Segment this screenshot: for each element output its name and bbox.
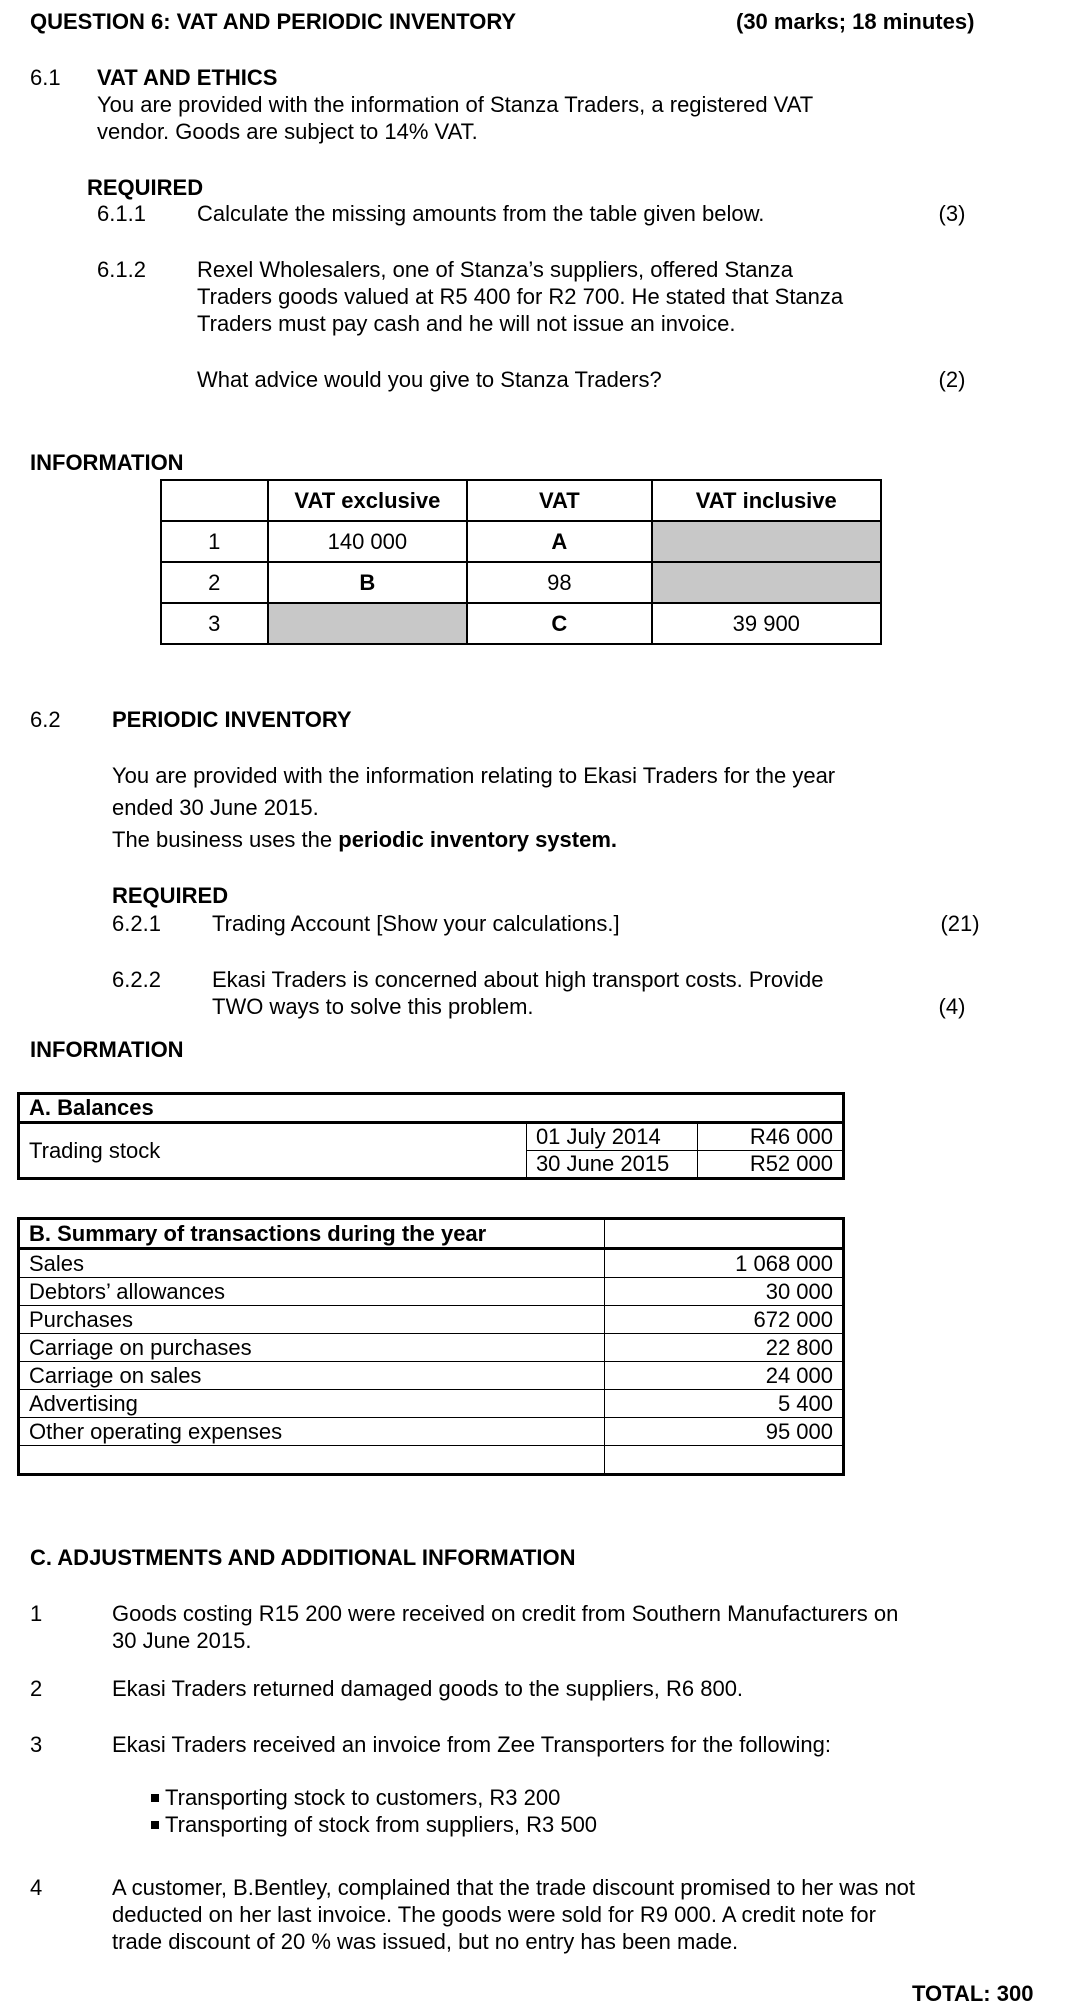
table-row [19, 1094, 844, 1123]
question-number: 6.2.1 [112, 911, 161, 936]
question-text: What advice would you give to Stanza Traders? [197, 367, 662, 392]
table-cell [604, 1446, 843, 1475]
table-row [161, 603, 881, 644]
question-number: 6.1.1 [97, 201, 146, 226]
table-header: VAT [467, 480, 651, 521]
table-cell: 98 [467, 562, 651, 603]
table-cell: Advertising [19, 1390, 605, 1418]
table-row [19, 1390, 844, 1418]
table-cell: R46 000 [698, 1123, 844, 1151]
required-label: REQUIRED [87, 175, 204, 200]
table-cell: Trading stock [19, 1123, 527, 1179]
table-cell: Other operating expenses [19, 1418, 605, 1446]
question-marks: (2) [938, 367, 966, 392]
table-cell: 3 [161, 603, 268, 644]
table-header: VAT inclusive [652, 480, 881, 521]
shaded-cell [652, 521, 881, 562]
table-cell: 30 000 [604, 1278, 843, 1306]
item-number: 1 [30, 1601, 43, 1626]
question-text: Rexel Wholesalers, one of Stanza’s suppliers, offered Stanza [197, 257, 793, 282]
information-label: INFORMATION [30, 1037, 184, 1062]
intro-line: ended 30 June 2015. [112, 795, 319, 820]
question-text: Calculate the missing amounts from the table given below. [197, 201, 765, 226]
section-title: VAT AND ETHICS [97, 65, 278, 90]
bullet-text: Transporting of stock from suppliers, R3 500 [165, 1812, 598, 1837]
table-row [19, 1278, 844, 1306]
table-cell [604, 1219, 843, 1249]
table-row [19, 1123, 844, 1151]
table-cell: Purchases [19, 1306, 605, 1334]
item-number: 4 [30, 1875, 43, 1900]
bullet-text: Transporting stock to customers, R3 200 [165, 1785, 561, 1810]
table-cell: Carriage on sales [19, 1362, 605, 1390]
table-cell: Carriage on purchases [19, 1334, 605, 1362]
table-cell: 1 [161, 521, 268, 562]
table-cell: 140 000 [268, 521, 468, 562]
item-text: trade discount of 20 % was issued, but no entry has been made. [112, 1929, 739, 1954]
table-header [161, 480, 268, 521]
question-marks: (21) [940, 911, 980, 936]
table-row [161, 562, 881, 603]
vat-table [160, 479, 882, 645]
question-text: Trading Account [Show your calculations.] [212, 911, 620, 936]
table-cell [19, 1446, 605, 1475]
system-prefix: The business uses the [112, 827, 339, 852]
question-number: 6.1.2 [97, 257, 146, 282]
table-cell: Debtors’ allowances [19, 1278, 605, 1306]
system-bold: periodic inventory system. [338, 827, 618, 852]
item-text: A customer, B.Bentley, complained that the trade discount promised to her was not [112, 1875, 916, 1900]
table-cell: 2 [161, 562, 268, 603]
section-number: 6.1 [30, 65, 61, 90]
item-text: Ekasi Traders returned damaged goods to the suppliers, R6 800. [112, 1676, 744, 1701]
question-marks: (4) [938, 994, 966, 1019]
adjustments-title: C. ADJUSTMENTS AND ADDITIONAL INFORMATION [30, 1545, 576, 1570]
table-cell: 22 800 [604, 1334, 843, 1362]
intro-line [112, 826, 617, 853]
item-number: 3 [30, 1732, 43, 1757]
table-cell: C [467, 603, 651, 644]
table-cell: 5 400 [604, 1390, 843, 1418]
item-number: 2 [30, 1676, 43, 1701]
marks-time: (30 marks; 18 minutes) [736, 9, 975, 34]
bullet-icon [151, 1794, 159, 1802]
table-cell: B [268, 562, 468, 603]
intro-line: You are provided with the information relating to Ekasi Traders for the year [112, 763, 836, 788]
question-text: Traders goods valued at R5 400 for R2 700. He stated that Stanza [197, 284, 844, 309]
item-text: Goods costing R15 200 were received on credit from Southern Manufacturers on [112, 1601, 899, 1626]
shaded-cell [268, 603, 468, 644]
shaded-cell [652, 562, 881, 603]
question-text: TWO ways to solve this problem. [212, 994, 534, 1019]
table-cell: Sales [19, 1249, 605, 1278]
table-header: VAT exclusive [268, 480, 468, 521]
question-number: 6.2.2 [112, 967, 161, 992]
table-row [19, 1306, 844, 1334]
intro-line: You are provided with the information of Stanza Traders, a registered VAT [97, 92, 814, 117]
table-cell: 30 June 2015 [526, 1151, 697, 1179]
table-cell: 1 068 000 [604, 1249, 843, 1278]
balances-table [17, 1092, 845, 1180]
table-row [161, 480, 881, 521]
table-row [19, 1446, 844, 1475]
summary-table [17, 1217, 845, 1476]
item-text: deducted on her last invoice. The goods were sold for R9 000. A credit note for [112, 1902, 876, 1927]
total-marks: TOTAL: 300 [912, 1981, 1034, 2006]
table-cell: 39 900 [652, 603, 881, 644]
table-row [19, 1219, 844, 1249]
table-row [19, 1418, 844, 1446]
section-title: PERIODIC INVENTORY [112, 707, 352, 732]
item-text: 30 June 2015. [112, 1628, 252, 1653]
section-number: 6.2 [30, 707, 61, 732]
question-text: Traders must pay cash and he will not issue an invoice. [197, 311, 736, 336]
question-text: Ekasi Traders is concerned about high transport costs. Provide [212, 967, 824, 992]
item-text: Ekasi Traders received an invoice from Zee Transporters for the following: [112, 1732, 831, 1757]
question-title: QUESTION 6: VAT AND PERIODIC INVENTORY [30, 9, 517, 34]
question-marks: (3) [938, 201, 966, 226]
required-label: REQUIRED [112, 883, 229, 908]
bullet-icon [151, 1821, 159, 1829]
table-row [19, 1334, 844, 1362]
table-title: A. Balances [19, 1094, 844, 1123]
table-cell: A [467, 521, 651, 562]
table-cell: 95 000 [604, 1418, 843, 1446]
table-cell: 672 000 [604, 1306, 843, 1334]
table-row [19, 1249, 844, 1278]
table-cell: 24 000 [604, 1362, 843, 1390]
table-row [19, 1362, 844, 1390]
information-label: INFORMATION [30, 450, 184, 475]
table-title: B. Summary of transactions during the year [19, 1219, 605, 1249]
table-cell: 01 July 2014 [526, 1123, 697, 1151]
table-row [161, 521, 881, 562]
table-cell: R52 000 [698, 1151, 844, 1179]
intro-line: vendor. Goods are subject to 14% VAT. [97, 119, 478, 144]
